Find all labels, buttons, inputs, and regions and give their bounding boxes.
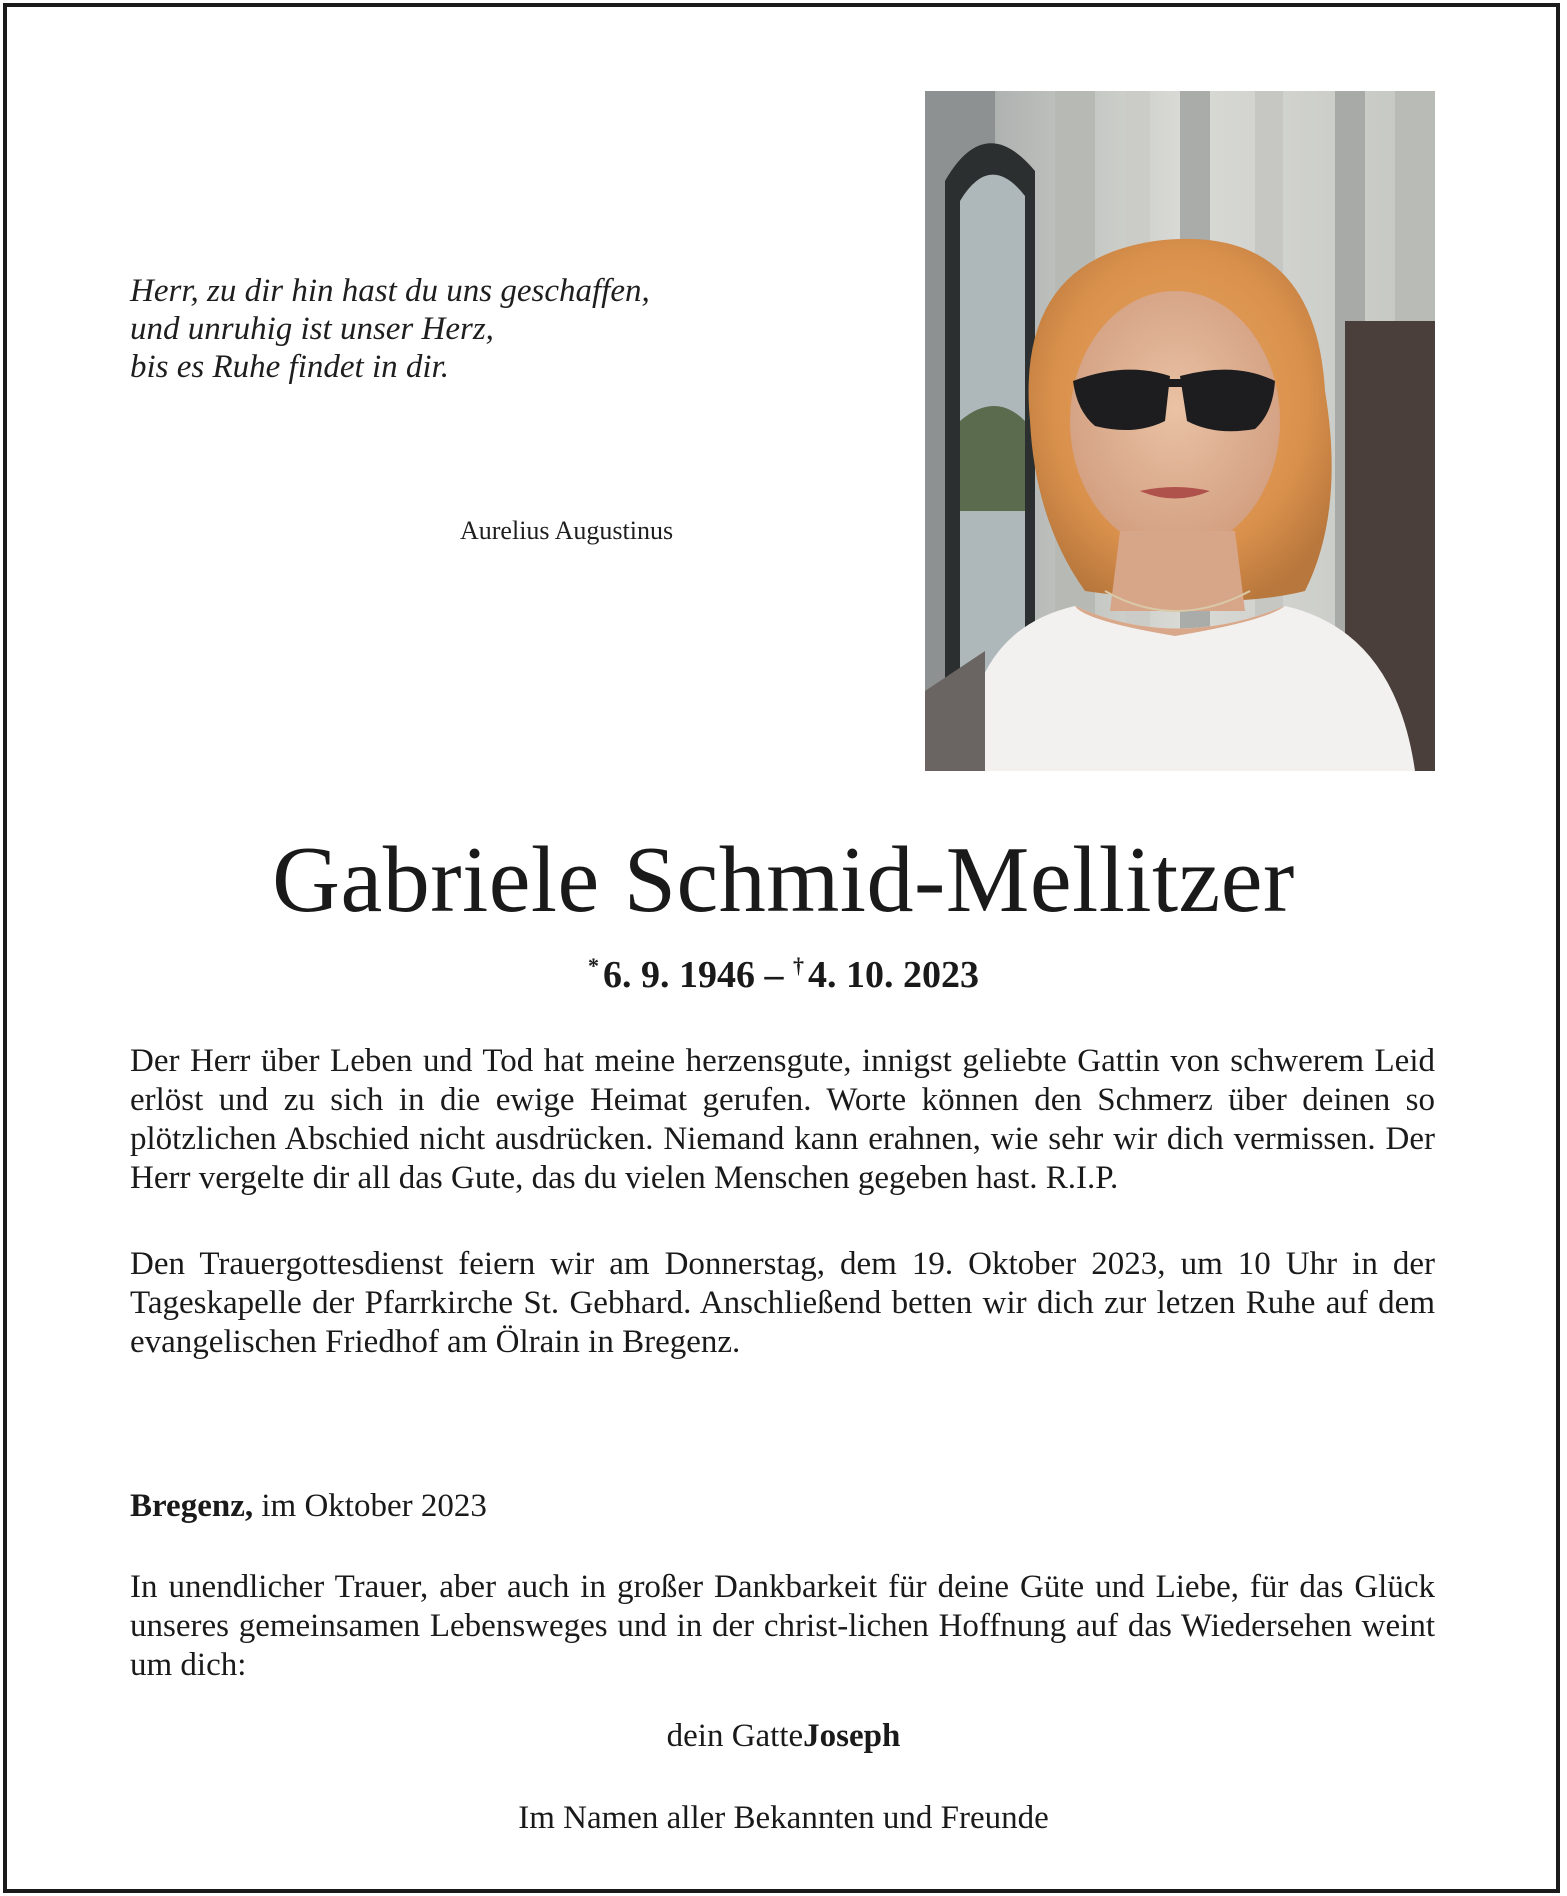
- date-separator: –: [764, 954, 784, 996]
- deceased-name: Gabriele Schmid-Mellitzer: [272, 828, 1295, 932]
- life-dates: [0, 953, 1567, 997]
- quote-line: Herr, zu dir hin hast du uns geschaffen,: [130, 273, 650, 309]
- signature-footer: Im Namen aller Bekannten und Freunde: [518, 1800, 1049, 1836]
- birth-date: 6. 9. 1946: [603, 954, 755, 996]
- quote-author: Aurelius Augustinus: [460, 516, 674, 545]
- signature-prefix: dein Gatte: [666, 1718, 804, 1754]
- signature-name: Joseph: [803, 1718, 901, 1754]
- text-paragraph-1: Der Herr über Leben und Tod hat meine herzensgute, innigst geliebte Gattin von schwerem Leid erlöst und zu sich in die ewige Heimat gerufen. Worte können den Schmerz über deinen so plötzlichen Abschied nicht ausdrücken. Niemand kann erahnen, wie sehr wir dich vermissen. Der Herr vergelte dir all das Gute, das du vielen Menschen gegeben hast. R.I.P.: [130, 1043, 1435, 1196]
- death-date: 4. 10. 2023: [808, 954, 979, 996]
- epigraph-quote: [130, 272, 770, 386]
- birth-symbol: *: [588, 953, 599, 978]
- signature-line: [0, 1718, 1567, 1755]
- quote-line: bis es Ruhe findet in dir.: [130, 349, 449, 385]
- quote-line: und unruhig ist unser Herz,: [130, 311, 494, 347]
- place-date: im Oktober 2023: [261, 1488, 487, 1524]
- place-name: Bregenz,: [130, 1488, 254, 1524]
- text-paragraph-3: In unendlicher Trauer, aber auch in großer Dankbarkeit für deine Güte und Liebe, für das Glück unseres gemeinsamen Lebensweges und in der christ-lichen Hoffnung auf das Wiedersehen weint um dich:: [130, 1569, 1435, 1683]
- text-paragraph-2: Den Trauergottesdienst feiern wir am Donnerstag, dem 19. Oktober 2023, um 10 Uhr in der Tageskapelle der Pfarrkirche St. Gebhard. Anschließend betten wir dich zur letzen Ruhe auf dem evangelischen Friedhof am Ölrain in Bregenz.: [130, 1246, 1435, 1360]
- portrait-photo: [925, 91, 1435, 771]
- place-date-line: [130, 1488, 487, 1525]
- death-symbol: †: [793, 953, 804, 978]
